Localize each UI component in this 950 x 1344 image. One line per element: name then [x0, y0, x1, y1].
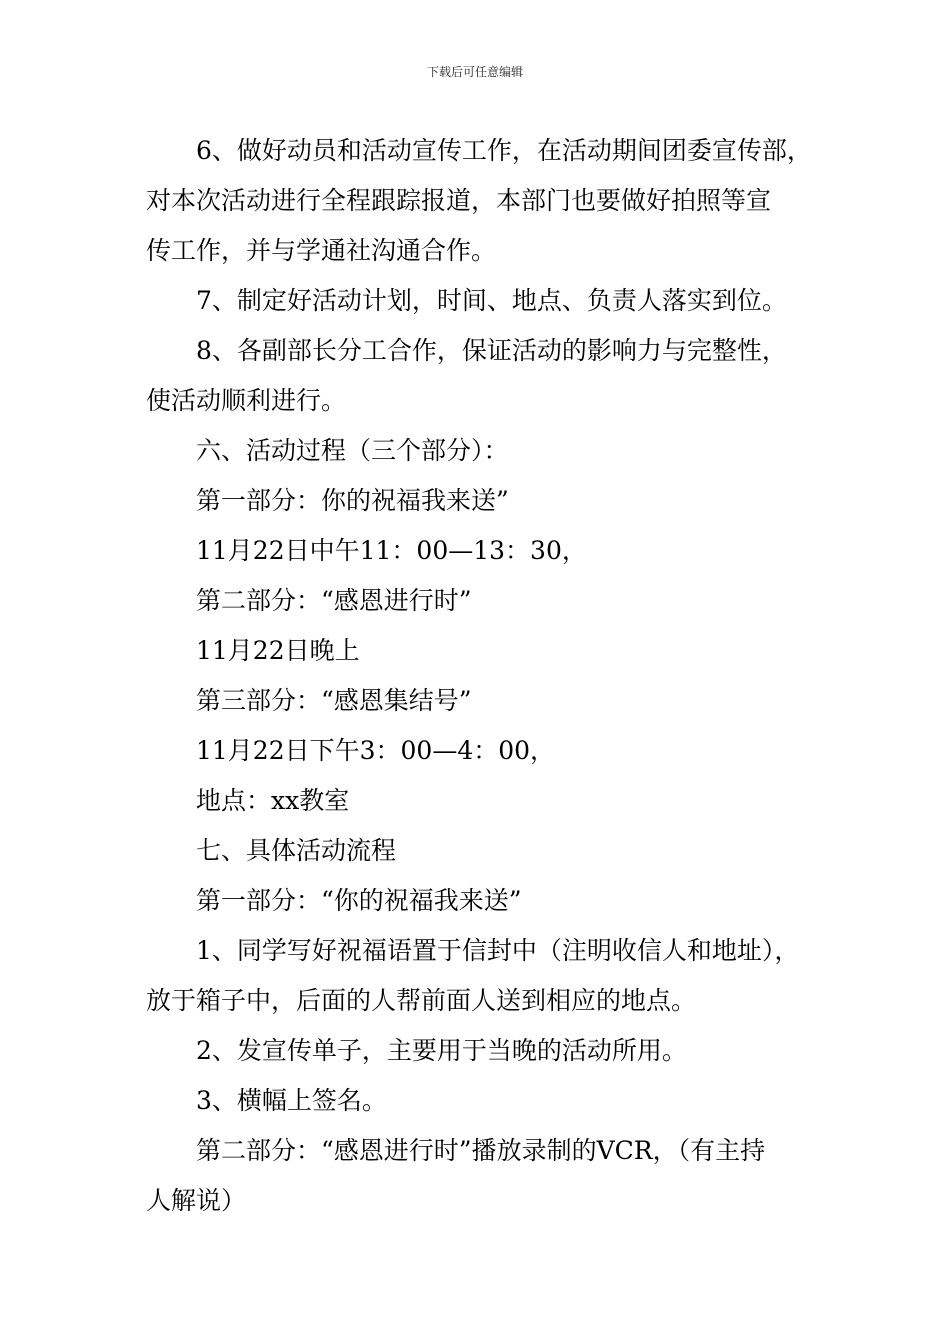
- document-body: [146, 126, 836, 1226]
- text-line: 传工作，并与学通社沟通合作。: [146, 236, 497, 265]
- section-heading: 七、具体活动流程: [196, 836, 397, 865]
- text-line: 第一部分：“你的祝福我来送”: [196, 886, 522, 915]
- text-line: 第二部分：“感恩进行时”: [196, 586, 472, 615]
- text-line: 11月22日下午3：00—4：00，: [196, 736, 556, 765]
- text-line: 8、各副部长分工合作，保证活动的影响力与完整性，: [196, 336, 787, 365]
- text-line: 使活动顺利进行。: [146, 386, 347, 415]
- text-line: 地点：xx教室: [196, 786, 350, 815]
- text-line: 3、横幅上签名。: [196, 1086, 387, 1115]
- section-heading: 六、活动过程（三个部分）：: [196, 436, 509, 465]
- text-line: 6、做好动员和活动宣传工作，在活动期间团委宣传部，: [196, 136, 812, 165]
- text-line: 7、制定好活动计划，时间、地点、负责人落实到位。: [196, 286, 787, 315]
- text-line: 1、同学写好祝福语置于信封中（注明收信人和地址），: [196, 936, 800, 965]
- text-line: 11月22日中午11：00—13：30，: [196, 536, 587, 565]
- text-line: 放于箱子中，后面的人帮前面人送到相应的地点。: [146, 986, 697, 1015]
- text-line: 人解说）: [146, 1186, 247, 1215]
- text-line: 11月22日晚上: [196, 636, 360, 665]
- text-line: 第三部分：“感恩集结号”: [196, 686, 472, 715]
- page-header: 下载后可任意编辑: [426, 65, 523, 79]
- text-line: 2、发宣传单子，主要用于当晚的活动所用。: [196, 1036, 687, 1065]
- text-line: 对本次活动进行全程跟踪报道，本部门也要做好拍照等宣: [146, 186, 772, 215]
- text-line: 第二部分：“感恩进行时”播放录制的VCR，（有主持: [196, 1136, 766, 1165]
- text-line: 第一部分：你的祝福我来送”: [196, 486, 509, 515]
